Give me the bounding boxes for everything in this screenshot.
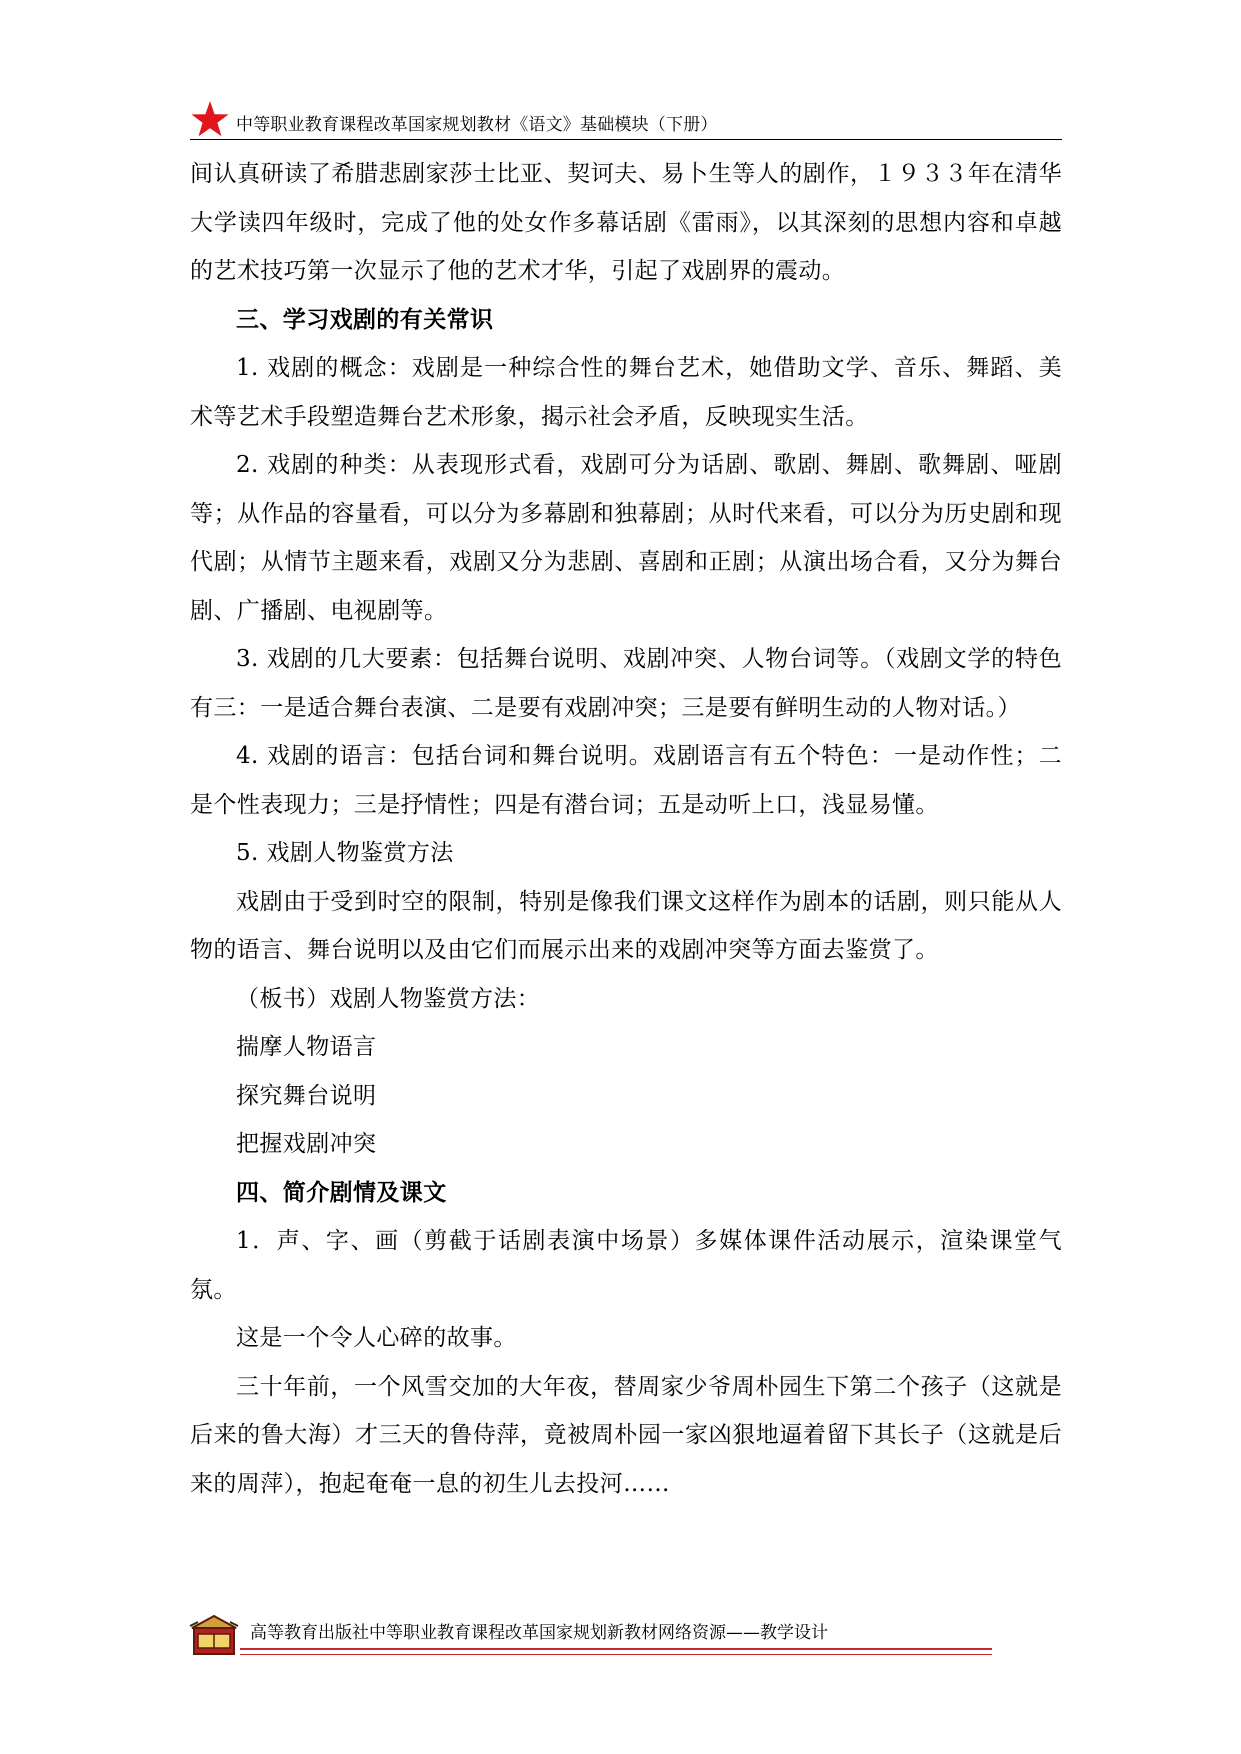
paragraph: 4. 戏剧的语言：包括台词和舞台说明。戏剧语言有五个特色：一是动作性；二是个性表现力；三是抒情性；四是有潜台词；五是动听上口，浅显易懂。 [190, 743, 1062, 818]
paragraph: 三十年前，一个风雪交加的大年夜，替周家少爷周朴园生下第二个孩子（这就是后来的鲁大海）才三天的鲁侍萍，竟被周朴园一家凶狠地逼着留下其长子（这就是后来的周萍），抱起奄奄一息的初生儿去投河…… [190, 1373, 1062, 1497]
header-divider [190, 139, 1062, 140]
footer-divider [240, 1654, 992, 1655]
section-heading: 四、简介剧情及课文 [236, 1179, 447, 1206]
page-header [190, 96, 1062, 144]
footer-text: 高等教育出版社中等职业教育课程改革国家规划新教材网络资源——教学设计 [250, 1623, 828, 1643]
paragraph: （板书）戏剧人物鉴赏方法： [236, 985, 541, 1012]
star-icon [190, 100, 230, 140]
list-item: 探究舞台说明 [236, 1082, 377, 1109]
paragraph: 2. 戏剧的种类：从表现形式看，戏剧可分为话剧、歌剧、舞剧、歌舞剧、哑剧等；从作品的容量看，可以分为多幕剧和独幕剧；从时代来看，可以分为历史剧和现代剧；从情节主题来看，戏剧又分为悲剧、喜剧和正剧；从演出场合看，又分为舞台剧、广播剧、电视剧等。 [190, 452, 1062, 624]
book-chest-icon [188, 1612, 240, 1658]
paragraph: 这是一个令人心碎的故事。 [236, 1325, 517, 1351]
document-body [190, 150, 1062, 1508]
paragraph: 3. 戏剧的几大要素：包括舞台说明、戏剧冲突、人物台词等。（戏剧文学的特色有三：一是适合舞台表演、二是要有戏剧冲突；三是要有鲜明生动的人物对话。） [190, 646, 1062, 721]
list-item: 揣摩人物语言 [236, 1034, 377, 1060]
paragraph: 1．声、字、画（剪截于话剧表演中场景）多媒体课件活动展示，渲染课堂气氛。 [190, 1228, 1062, 1303]
list-item: 把握戏剧冲突 [236, 1131, 377, 1157]
footer-divider [240, 1648, 992, 1650]
paragraph: 间认真研读了希腊悲剧家莎士比亚、契诃夫、易卜生等人的剧作，１９３３年在清华大学读四年级时，完成了他的处女作多幕话剧《雷雨》，以其深刻的思想内容和卓越的艺术技巧第一次显示了他的艺术才华，引起了戏剧界的震动。 [190, 161, 1062, 284]
paragraph: 戏剧由于受到时空的限制，特别是像我们课文这样作为剧本的话剧，则只能从人物的语言、舞台说明以及由它们而展示出来的戏剧冲突等方面去鉴赏了。 [190, 888, 1062, 963]
paragraph: 1. 戏剧的概念：戏剧是一种综合性的舞台艺术，她借助文学、音乐、舞蹈、美术等艺术手段塑造舞台艺术形象，揭示社会矛盾，反映现实生活。 [190, 355, 1062, 430]
paragraph: 5. 戏剧人物鉴赏方法 [236, 840, 454, 866]
header-title: 中等职业教育课程改革国家规划教材《语文》基础模块（下册） [236, 115, 718, 135]
section-heading: 三、学习戏剧的有关常识 [236, 306, 494, 333]
